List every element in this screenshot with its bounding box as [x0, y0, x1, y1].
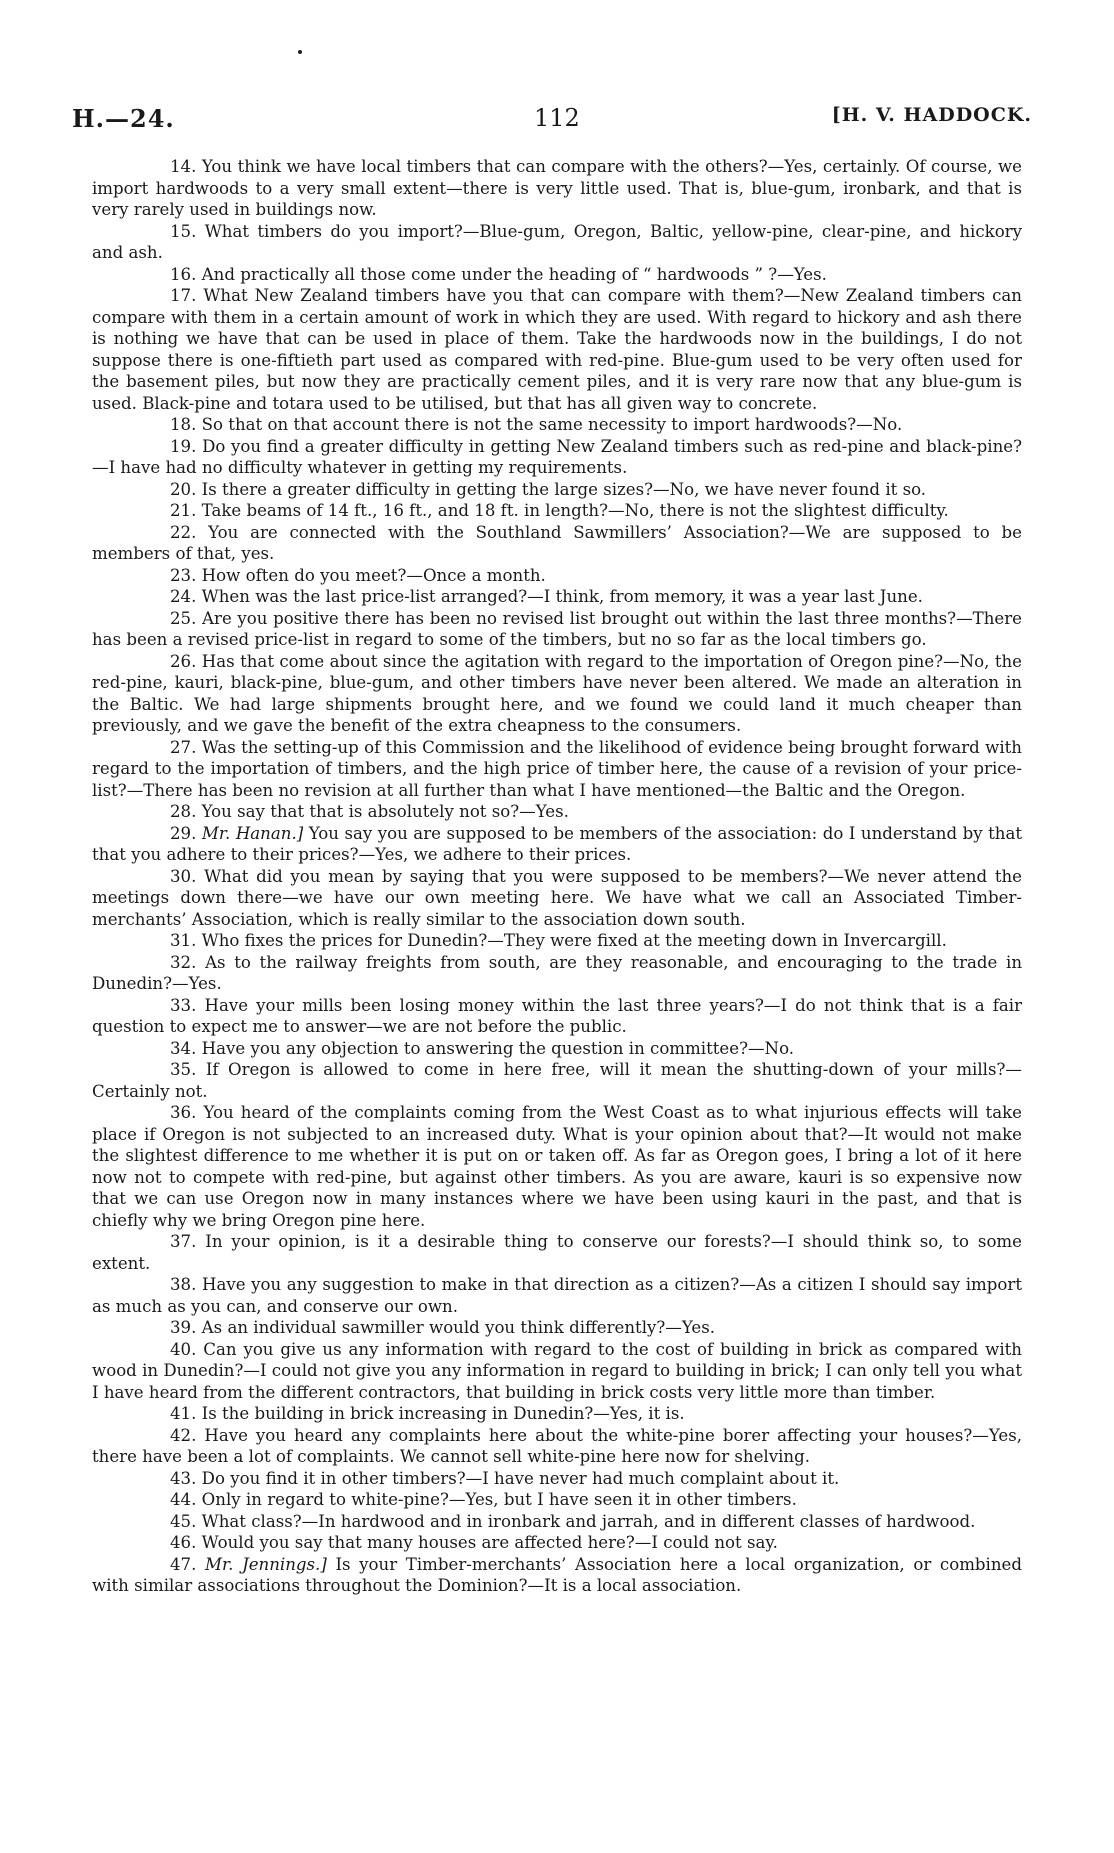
question-answer-text: What New Zealand timbers have you that can compare with them?—New Zealand timbers can compare with them in a certain amount of work in which they are used. With regard to hickory and ash there is nothing we have that can be used in place of them. Take the hardwoods now in the buildings, I do not suppose there is one-fiftieth part used as compared with red-pine. Blue-gum used to be very often used for the basement piles, but now they are practically cement piles, and it is very rare now that any blue-gum is used. Black-pine and totara used to be utilised, but that has all given way to concrete.: [92, 286, 1022, 413]
question-answer-paragraph: [92, 823, 1022, 866]
question-number: 26.: [170, 651, 197, 671]
question-answer-paragraph: [92, 1489, 1022, 1511]
question-answer-paragraph: [92, 737, 1022, 802]
question-answer-paragraph: [92, 500, 1022, 522]
question-answer-text: Who fixes the prices for Dunedin?—They were fixed at the meeting down in Invercargill.: [201, 931, 947, 950]
speaker-label: Mr. Jennings.]: [205, 1554, 327, 1574]
question-answer-paragraph: [92, 436, 1022, 479]
question-number: 44.: [170, 1490, 197, 1509]
question-number: 16.: [170, 264, 197, 284]
question-answer-text: Is there a greater difficulty in getting the large sizes?—No, we have never found it so.: [201, 479, 927, 499]
question-answer-paragraph: [92, 1059, 1022, 1102]
question-answer-text: As to the railway freights from south, are they reasonable, and encouraging to the trade in Dunedin?—Yes.: [92, 952, 1023, 993]
question-answer-paragraph: [92, 156, 1022, 221]
question-answer-paragraph: [92, 479, 1022, 501]
question-answer-text: You think we have local timbers that can compare with the others?—Yes, certainly. Of course, we import hardwoods to a very small extent—there is very little used. That is, blue-gum, ironbark, and that is very rarely used in buildings now.: [92, 157, 1022, 219]
question-answer-text: You are connected with the Southland Sawmillers’ Association?—We are supposed to be members of that, yes.: [92, 522, 1022, 563]
question-answer-paragraph: [92, 1468, 1022, 1490]
document-reference: H.—24.: [72, 104, 175, 133]
question-answer-paragraph: [92, 1317, 1022, 1339]
question-number: 37.: [170, 1232, 197, 1251]
question-answer-text: Have you any suggestion to make in that direction as a citizen?—As a citizen I should say import as much as you can, and conserve our own.: [92, 1275, 1022, 1316]
question-answer-paragraph: [92, 952, 1022, 995]
question-answer-text: Take beams of 14 ft., 16 ft., and 18 ft. in length?—No, there is not the slightest difficulty.: [201, 501, 949, 520]
question-number: 15.: [170, 221, 197, 241]
question-answer-paragraph: [92, 1554, 1022, 1597]
question-number: 27.: [170, 737, 197, 757]
question-number: 45.: [170, 1511, 197, 1531]
print-speck: [298, 50, 302, 54]
question-number: 18.: [170, 415, 197, 434]
question-answer-text: Are you positive there has been no revised list brought out within the last three months?—There has been a revised price-list in regard to some of the timbers, but no so far as the local timbers go.: [92, 608, 1023, 649]
question-number: 35.: [170, 1060, 197, 1079]
question-answer-paragraph: [92, 1425, 1022, 1468]
question-number: 29.: [170, 823, 197, 843]
question-answer-text: Is the building in brick increasing in Dunedin?—Yes, it is.: [201, 1404, 685, 1423]
question-answer-text: And practically all those come under the heading of “ hardwoods ” ?—Yes.: [201, 264, 827, 284]
question-answer-paragraph: [92, 801, 1022, 823]
question-number: 20.: [170, 479, 197, 499]
question-answer-text: When was the last price-list arranged?—I think, from memory, it was a year last June.: [201, 587, 923, 606]
question-number: 17.: [170, 286, 197, 305]
question-number: 46.: [170, 1533, 197, 1552]
question-number: 38.: [170, 1275, 197, 1294]
question-answer-paragraph: [92, 565, 1022, 587]
question-number: 43.: [170, 1468, 197, 1488]
question-answer-paragraph: [92, 414, 1022, 436]
question-number: 25.: [170, 608, 197, 628]
question-answer-text: So that on that account there is not the same necessity to import hardwoods?—No.: [201, 415, 903, 434]
question-answer-text: Was the setting-up of this Commission and the likelihood of evidence being brought forward with regard to the importation of timbers, and the high price of timber here, the cause of a revision of your price-list?—There has been no revision at all further than what I have mentioned—the Baltic and the Oregon.: [92, 737, 1022, 800]
question-answer-paragraph: [92, 1532, 1022, 1554]
question-answer-text: Do you find a greater difficulty in getting New Zealand timbers such as red-pine and black-pine?—I have had no difficulty whatever in getting my requirements.: [92, 436, 1022, 477]
question-answer-paragraph: [92, 1403, 1022, 1425]
question-answer-text: Can you give us any information with regard to the cost of building in brick as compared with wood in Dunedin?—I could not give you any information in regard to building in brick; I can only tell you what I have heard from the different contractors, that building in brick costs very little more than timber.: [92, 1339, 1022, 1402]
question-answer-paragraph: [92, 1339, 1022, 1404]
question-answer-text: If Oregon is allowed to come in here free, will it mean the shutting-down of your mills?—Certainly not.: [92, 1060, 1022, 1101]
question-number: 30.: [170, 866, 197, 886]
question-answer-paragraph: [92, 930, 1022, 952]
question-answer-text: As an individual sawmiller would you think differently?—Yes.: [201, 1318, 716, 1337]
witness-name: [H. V. HADDOCK.: [831, 104, 1032, 126]
question-number: 22.: [170, 522, 197, 542]
question-number: 47.: [170, 1554, 197, 1574]
question-number: 40.: [170, 1339, 197, 1359]
question-number: 19.: [170, 436, 197, 456]
question-number: 42.: [170, 1425, 197, 1445]
question-answer-text: Have you heard any complaints here about the white-pine borer affecting your houses?—Yes, there have been a lot of complaints. We cannot sell white-pine here now for shelving.: [92, 1425, 1022, 1466]
question-answer-paragraph: [92, 522, 1022, 565]
question-number: 33.: [170, 995, 197, 1015]
question-answer-paragraph: [92, 264, 1022, 286]
question-answer-paragraph: [92, 285, 1022, 414]
question-answer-paragraph: [92, 608, 1022, 651]
testimony-body: [92, 156, 1022, 1597]
question-answer-text: What did you mean by saying that you were supposed to be members?—We never attend the meetings down there—we have our own meeting here. We have what we call an Associated Timber-merchants’ Association, which is really similar to the association down south.: [92, 866, 1022, 929]
question-answer-paragraph: [92, 866, 1022, 931]
question-answer-paragraph: [92, 586, 1022, 608]
question-number: 24.: [170, 587, 197, 606]
question-answer-text: Is your Timber-merchants’ Association here a local organization, or combined with similar associations throughout the Dominion?—It is a local association.: [92, 1554, 1022, 1595]
question-number: 14.: [170, 157, 197, 176]
question-answer-text: What timbers do you import?—Blue-gum, Oregon, Baltic, yellow-pine, clear-pine, and hickory and ash.: [92, 221, 1022, 262]
question-answer-paragraph: [92, 1102, 1022, 1231]
question-answer-paragraph: [92, 1511, 1022, 1533]
question-answer-paragraph: [92, 651, 1022, 737]
question-answer-text: Only in regard to white-pine?—Yes, but I have seen it in other timbers.: [201, 1490, 797, 1509]
question-number: 28.: [170, 802, 197, 821]
question-answer-paragraph: [92, 1231, 1022, 1274]
speaker-label: Mr. Hanan.]: [201, 823, 304, 843]
question-answer-text: What class?—In hardwood and in ironbark and jarrah, and in different classes of hardwood.: [201, 1511, 976, 1531]
question-answer-paragraph: [92, 1038, 1022, 1060]
question-number: 39.: [170, 1318, 197, 1337]
question-number: 34.: [170, 1038, 197, 1058]
question-answer-paragraph: [92, 1274, 1022, 1317]
question-number: 31.: [170, 931, 197, 950]
question-answer-text: Would you say that many houses are affected here?—I could not say.: [201, 1533, 778, 1552]
question-number: 36.: [170, 1103, 197, 1122]
page-number: 112: [534, 104, 580, 132]
question-answer-text: Do you find it in other timbers?—I have never had much complaint about it.: [201, 1468, 840, 1488]
question-answer-text: Have your mills been losing money within the last three years?—I do not think that is a fair question to expect me to answer—we are not before the public.: [92, 995, 1022, 1036]
question-answer-text: You say you are supposed to be members of the association: do I understand by that that you adhere to their prices?—Yes, we adhere to their prices.: [92, 823, 1023, 864]
question-answer-paragraph: [92, 221, 1022, 264]
question-answer-text: Have you any objection to answering the question in committee?—No.: [201, 1038, 795, 1058]
question-answer-text: You heard of the complaints coming from the West Coast as to what injurious effects will take place if Oregon is not subjected to an increased duty. What is your opinion about that?—It would not make the slightest difference to me whether it is put on or taken off. As far as Oregon goes, I bring a lot of it here now not to compete with red-pine, but against other timbers. As you are aware, kauri is so expensive now that we can use Oregon now in many instances where we have been using kauri in the past, and that is chiefly why we bring Oregon pine here.: [92, 1103, 1022, 1230]
question-number: 23.: [170, 565, 197, 585]
question-number: 21.: [170, 501, 197, 520]
question-number: 32.: [170, 952, 197, 972]
question-answer-text: Has that come about since the agitation with regard to the importation of Oregon pine?—No, the red-pine, kauri, black-pine, blue-gum, and other timbers have never been altered. We made an alteration in the Baltic. We had large shipments brought here, and we found we could land it much cheaper than previously, and we gave the benefit of the extra cheapness to the consumers.: [92, 651, 1023, 735]
question-answer-paragraph: [92, 995, 1022, 1038]
question-answer-text: How often do you meet?—Once a month.: [201, 565, 546, 585]
question-answer-text: In your opinion, is it a desirable thing to conserve our forests?—I should think so, to some extent.: [92, 1232, 1022, 1273]
page-header: [72, 104, 1032, 144]
question-number: 41.: [170, 1404, 197, 1423]
question-answer-text: You say that that is absolutely not so?—Yes.: [201, 802, 569, 821]
